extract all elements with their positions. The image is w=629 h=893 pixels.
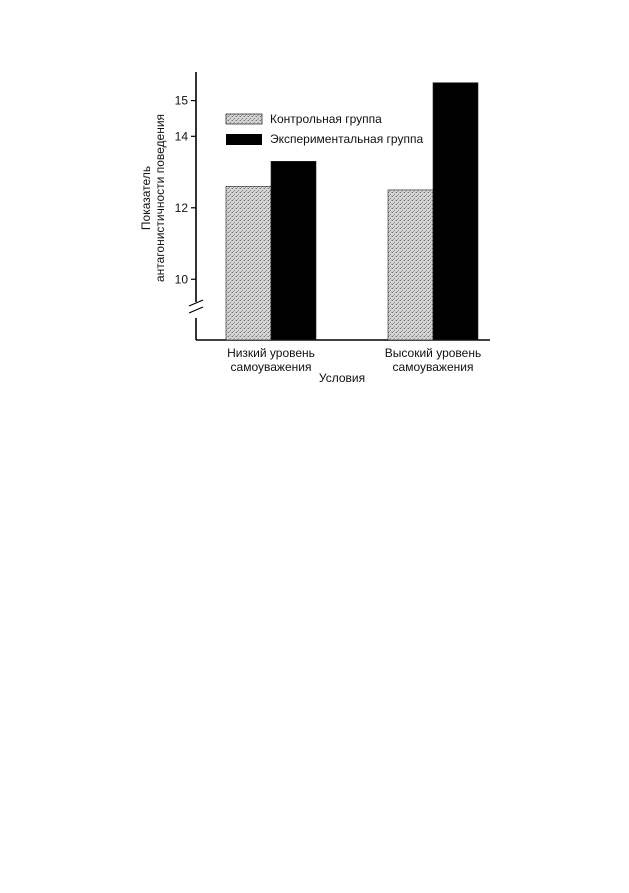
- y-axis-label: [139, 114, 167, 282]
- category-label: Низкий уровень: [227, 346, 315, 360]
- category-label: Высокий уровень: [384, 346, 482, 360]
- category-label: самоуважения: [392, 360, 474, 374]
- y-tick-label: 10: [174, 272, 188, 287]
- bar-control-low-self-esteem: [226, 186, 271, 340]
- y-tick-label: 14: [174, 129, 188, 144]
- category-label: самоуважения: [230, 360, 312, 374]
- x-axis-label: Условия: [318, 371, 366, 385]
- y-axis-label-line-1: Показатель: [139, 165, 153, 231]
- legend-swatch-control: [226, 114, 262, 124]
- legend: [226, 112, 423, 146]
- y-axis-label-line-2: антагонистичности поведения: [153, 113, 167, 283]
- y-tick-label: 15: [174, 93, 188, 108]
- y-tick-label: 12: [174, 200, 188, 215]
- bar-experimental-high-self-esteem: [433, 83, 478, 340]
- bar-experimental-low-self-esteem: [271, 161, 316, 340]
- legend-label-control: Контрольная группа: [270, 112, 382, 126]
- bar-control-high-self-esteem: [388, 190, 433, 340]
- legend-swatch-experimental: [226, 134, 262, 145]
- legend-label-experimental: Экспериментальная группа: [270, 132, 424, 146]
